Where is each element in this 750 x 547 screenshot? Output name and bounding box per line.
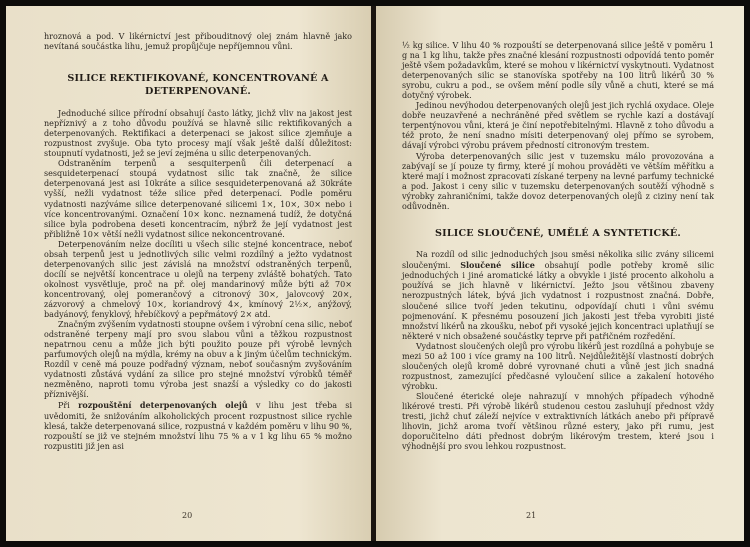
left-p5-rest: v lihu jest třeba si uvědomiti, že snižováním alkoholických procent rozpustnost silice rychle klesá, takže deterpenovaná silice, rozpustná v každém poměru v lihu 90 %, rozpouští se již ve stejném množství lihu 75 % a v 1 kg lihu 65 % možno rozpustiti již jen asi bbox=[44, 401, 353, 451]
left-page-text bbox=[44, 32, 352, 452]
left-top-paragraph: hroznová a pod. V likérnictví jest přibouditnový olej znám hlavně jako nevítaná součástka lihu, jemuž propůjčuje nepříjemnou vůni. bbox=[44, 32, 352, 52]
right-p4-bold: Sloučené silice bbox=[460, 260, 535, 271]
right-p4-lead: Na rozdíl od silic jednoduchých jsou směsi několika silic zvány silicemi sloučenými. bbox=[402, 250, 714, 271]
left-page-number: 20 bbox=[182, 511, 193, 520]
right-page-number: 21 bbox=[526, 511, 537, 520]
right-paragraph-1: ½ kg silice. V lihu 40 % rozpouští se deterpenovaná silice ještě v poměru 1 g na 1 kg lihu, takže přes značné klesání rozpustnosti odpovídá tento poměr ještě všem požadavkům, které se mohou v likérnictví vyskytnouti. Vydatnost deterpenovaných silic se stanovíska spotřeby na 100 litrů likérů 30 % syrobu, cukru a pod., se ovšem mění podle síly vůně a chuti, které se má dotyčný výrobek. bbox=[402, 41, 714, 101]
left-paragraph-4: Značným zvýšením vydatnosti stoupne ovšem i výrobní cena silic, neboť odstraněné terpeny mají pro svou slabou vůni a těžkou rozpustnost nepatrnou cenu a může jich býti použito pouze při výrobě levných parfumových olejů na mýdla, krémy na obuv a k jiným účelům technickým. Rozdíl v ceně má pouze podřadný význam, neboť současným zvyšováním vydatnosti zůstává vydání za silice pro stejné množství výrobků téměř nezměněno, naproti tomu výroba jest snazší a výsledky co do jakosti příznivější. bbox=[44, 320, 352, 400]
left-page bbox=[6, 6, 371, 541]
right-page bbox=[376, 6, 744, 541]
left-paragraph-2: Odstraněním terpenů a sesquiterpenů čili deterpenací a sesquideterpenací stoupá vydatnost silic tak značně, že silice deterpenovaná jest asi 10kráte a silice sesquideterpenovaná až 30kráte vyšší, nežli vydatnost téže silice před deterpenací. Podle poměru vydatnosti nazýváme silice deterpenované silicemi 1×, 10×, 30× nebo i více koncentrovanými. Označení 10× konc. neznamená tudíž, že dotyčná silice byla podrobena deseti koncentracím, nýbrž že její vydatnost jest přibližně 10× větší nežli vydatnost silice nekoncentrované. bbox=[44, 159, 352, 239]
left-p5-bold: rozpouštění deterpenovaných olejů bbox=[78, 400, 248, 411]
left-paragraph-1: Jednoduché silice přírodní obsahují často látky, jichž vliv na jakost jest nepříznivý a z toho důvodu používá se hlavně silic rektifikovaných a deterpenovaných. Rektifikaci a deterpenaci se jakost silice zjemňuje a rozpustnost zvyšuje. Oba tyto procesy mají však ještě další důležitost: stoupnutí vydatnosti, jež se jeví zejména u silic deterpenovaných. bbox=[44, 109, 352, 159]
left-paragraph-5 bbox=[44, 400, 352, 451]
right-paragraph-3: Výroba deterpenovaných silic jest v tuzemsku málo provozována a zabývají se jí pouze ty firmy, které jí mohou prováděti ve větším měřítku a které mají i možnost zpracovati získané terpeny na levné parfumy technické a pod. Jakost i ceny silic v tuzemsku deterpenovaných soutěží výhodně s výrobky zahraničními, takže dovoz deterpenovaných olejů z ciziny není tak odůvodněn. bbox=[402, 151, 714, 211]
left-paragraph-3: Deterpenováním nelze docíliti u všech silic stejné koncentrace, neboť obsah terpenů jest u jednotlivých silic velmi rozdílný a ježto vydatnost deterpenovaných silic jest závislá na množství odstraněných terpenů, docílí se největší koncentrace u olejů na terpeny zvláště bohatých. Tato okolnost vysvětluje, proč na př. olej mandarinový může býti až 70× koncentrovaný, olej pomerančový a citronový 30×, jalovcový 20×, zázvorový a chmelový 10×, koriandrový 4×, kmínový 2½×, anýžový, badyánový, fenyklový, hřebíčkový a pepřmátový 2× atd. bbox=[44, 239, 352, 320]
right-paragraph-6: Sloučené éterické oleje nahrazují v mnohých případech výhodně likérové tresti. Při výrobě likérů studenou cestou zasluhují přednost vždy tresti, jichž chuť záleží nejvíce v extraktivních látkách anebo při přípravě lihovin, jichž aroma tvoří většinou různé estery, jako při rumu, jest doporučitelno dáti přednost dobrým likérovým trestem, které jsou i výhodnější pro svou lehkou rozpustnost. bbox=[402, 391, 714, 452]
right-p4-rest: obsahují podle potřeby kromě silic jednoduchých i jiné aromatické látky a obvykle i jisté procento alkoholu a používá se jich hlavně v likérnictví. Ježto jsou většinou zbaveny nerozpustných látek, bývá jich vydatnost i rozpustnost značná. Dobře, sloučené silice tvoří jeden tekutinu, odpovídají chuti i vůni svému pojmenování. K přesnému posouzení jich jakosti jest třeba vyrobiti jisté množství likérů na zkoušku, neboť při vysoké jejich koncentraci uplatňují se některé v nich obsažené součástky teprve při patřičném rozředění. bbox=[402, 261, 714, 341]
left-p5-lead: Při bbox=[58, 401, 70, 411]
left-section-heading: SILICE REKTIFIKOVANÉ, KONCENTROVANÉ A DETERPENOVANÉ. bbox=[67, 73, 329, 97]
right-section-heading: SILICE SLOUČENÉ, UMĚLÉ A SYNTETICKÉ. bbox=[435, 227, 681, 239]
right-page-text bbox=[402, 41, 714, 452]
right-paragraph-4 bbox=[402, 250, 714, 341]
book-spread bbox=[6, 6, 744, 541]
right-paragraph-5: Vydatnost sloučených olejů pro výrobu likérů jest rozdílná a pohybuje se mezi 50 až 100 i více gramy na 100 litrů. Nejdůležitější vlastností dobrých sloučených olejů kromě dobré vyrovnané chuti a vůně jest jich snadná rozpustnost, zamezující předčasné vyloučení silice a zakalení hotového výrobku. bbox=[402, 341, 714, 391]
right-paragraph-2: Jedinou nevýhodou deterpenovaných olejů jest jich rychlá oxydace. Oleje dobře neuzavřené a nechráněné před světlem se rychle kazí a dostávají terpentýnovou vůni, která je činí nepotřebitelnými. Hlavně z toho důvodu a též proto, že není snadno mísiti deterpenovaný olej přímo se syrobem, dávají výrobci výrobu právem předností citronovým trestem. bbox=[402, 101, 714, 151]
